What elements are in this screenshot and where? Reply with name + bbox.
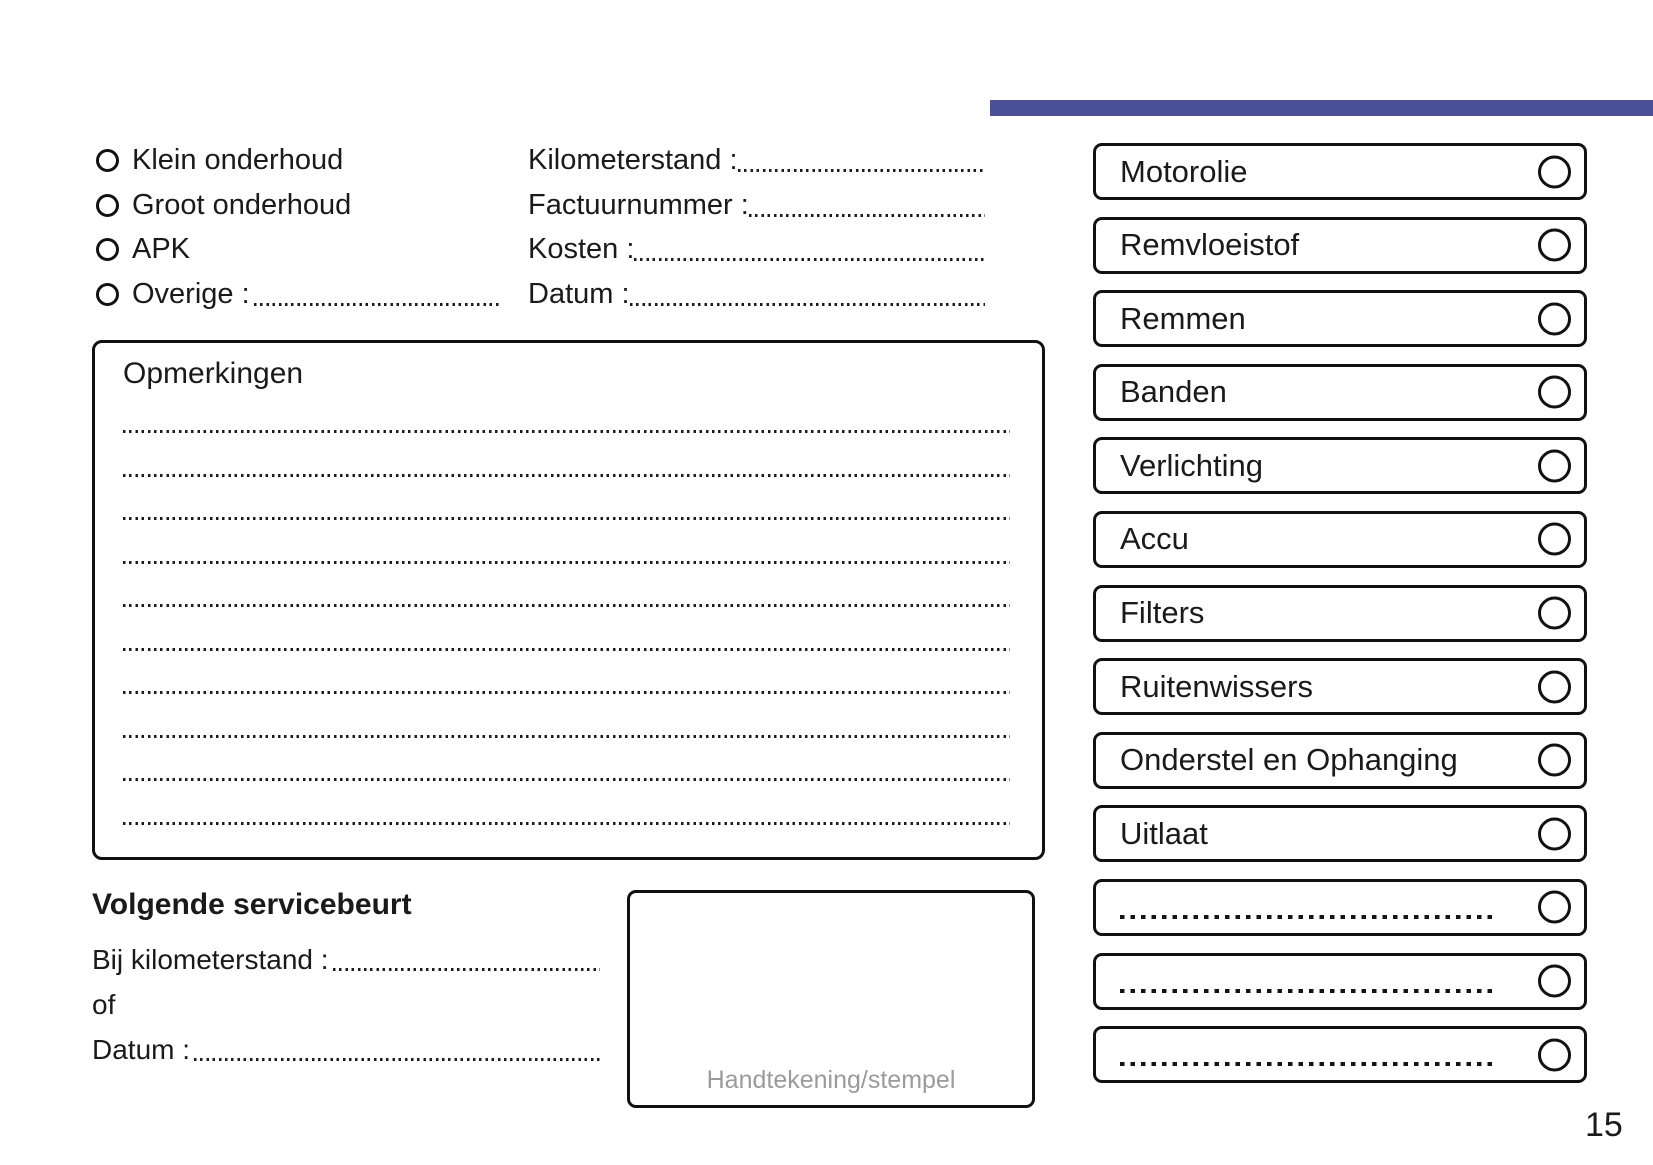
service-type-label: Groot onderhoud bbox=[132, 188, 352, 221]
checklist-circle-icon[interactable] bbox=[1538, 670, 1571, 703]
next-service-date-fill-line[interactable] bbox=[194, 1058, 600, 1061]
service-type-fill-line[interactable] bbox=[254, 303, 500, 306]
checklist-row bbox=[1093, 437, 1587, 494]
service-detail-fill-line[interactable] bbox=[630, 303, 985, 306]
next-service-title: Volgende servicebeurt bbox=[92, 888, 412, 921]
service-detail-label: Kosten : bbox=[528, 233, 635, 266]
remark-writing-line[interactable] bbox=[123, 648, 1010, 651]
remark-writing-line[interactable] bbox=[123, 430, 1010, 433]
checklist-row bbox=[1093, 953, 1587, 1010]
checklist-fill-line[interactable] bbox=[1120, 915, 1496, 919]
remark-writing-line[interactable] bbox=[123, 691, 1010, 694]
next-service-date-label: Datum : bbox=[92, 1034, 191, 1065]
inspection-checklist bbox=[1093, 143, 1587, 1100]
service-detail-label: Kilometerstand : bbox=[528, 143, 738, 176]
checklist-row bbox=[1093, 585, 1587, 642]
service-detail-row bbox=[528, 227, 985, 272]
remark-writing-line[interactable] bbox=[123, 604, 1010, 607]
service-detail-row bbox=[528, 183, 985, 228]
next-service-or-row bbox=[92, 990, 600, 1020]
checklist-label: Onderstel en Ophanging bbox=[1120, 742, 1458, 778]
next-service-km-fill-line[interactable] bbox=[333, 968, 600, 971]
checklist-row bbox=[1093, 732, 1587, 789]
checklist-row bbox=[1093, 658, 1587, 715]
service-detail-label: Factuurnummer : bbox=[528, 188, 749, 221]
signature-box[interactable] bbox=[627, 890, 1035, 1108]
checklist-circle-icon[interactable] bbox=[1538, 965, 1571, 998]
page-number: 15 bbox=[1585, 1106, 1623, 1144]
checklist-label: Accu bbox=[1120, 521, 1189, 557]
service-detail-row bbox=[528, 138, 985, 183]
accent-bar bbox=[990, 100, 1653, 116]
remark-writing-line[interactable] bbox=[123, 778, 1010, 781]
remark-writing-line[interactable] bbox=[123, 822, 1010, 825]
checklist-label: Verlichting bbox=[1120, 447, 1264, 483]
remark-writing-line[interactable] bbox=[123, 561, 1010, 564]
checklist-row bbox=[1093, 364, 1587, 421]
remark-writing-line[interactable] bbox=[123, 474, 1010, 477]
checklist-label: Filters bbox=[1120, 595, 1205, 631]
service-type-row bbox=[96, 272, 500, 317]
checklist-circle-icon[interactable] bbox=[1538, 817, 1571, 850]
next-service-km-row bbox=[92, 945, 600, 975]
checklist-label: Remmen bbox=[1120, 300, 1246, 336]
checklist-circle-icon[interactable] bbox=[1538, 229, 1571, 262]
checklist-circle-icon[interactable] bbox=[1538, 891, 1571, 924]
checklist-label: Remvloeistof bbox=[1120, 227, 1300, 263]
checklist-row bbox=[1093, 511, 1587, 568]
next-service-or-label: of bbox=[92, 989, 116, 1020]
remarks-box bbox=[92, 340, 1045, 860]
checklist-row bbox=[1093, 143, 1587, 200]
next-service-km-label: Bij kilometerstand : bbox=[92, 944, 329, 975]
checklist-label: Banden bbox=[1120, 374, 1227, 410]
checklist-row bbox=[1093, 217, 1587, 274]
service-type-row bbox=[96, 183, 500, 228]
checklist-circle-icon[interactable] bbox=[1538, 376, 1571, 409]
service-type-label: APK bbox=[132, 233, 191, 266]
service-detail-fields bbox=[528, 138, 985, 317]
checklist-circle-icon[interactable] bbox=[1538, 523, 1571, 556]
checklist-fill-line[interactable] bbox=[1120, 1062, 1496, 1066]
checklist-label: Uitlaat bbox=[1120, 815, 1208, 851]
checklist-circle-icon[interactable] bbox=[1538, 302, 1571, 335]
checklist-circle-icon[interactable] bbox=[1538, 597, 1571, 630]
next-service-date-row bbox=[92, 1035, 600, 1065]
service-type-row bbox=[96, 138, 500, 183]
service-type-label: Klein onderhoud bbox=[132, 143, 344, 176]
radio-circle-icon[interactable] bbox=[96, 194, 119, 217]
service-detail-label: Datum : bbox=[528, 277, 630, 310]
checklist-circle-icon[interactable] bbox=[1538, 744, 1571, 777]
remark-writing-line[interactable] bbox=[123, 517, 1010, 520]
service-type-options bbox=[96, 138, 500, 317]
checklist-fill-line[interactable] bbox=[1120, 989, 1496, 993]
radio-circle-icon[interactable] bbox=[96, 149, 119, 172]
radio-circle-icon[interactable] bbox=[96, 238, 119, 261]
service-detail-fill-line[interactable] bbox=[738, 169, 985, 172]
service-type-row bbox=[96, 227, 500, 272]
remark-writing-line[interactable] bbox=[123, 735, 1010, 738]
checklist-circle-icon[interactable] bbox=[1538, 1038, 1571, 1071]
checklist-label: Ruitenwissers bbox=[1120, 668, 1313, 704]
checklist-row bbox=[1093, 290, 1587, 347]
checklist-circle-icon[interactable] bbox=[1538, 155, 1571, 188]
checklist-label: Motorolie bbox=[1120, 153, 1248, 189]
radio-circle-icon[interactable] bbox=[96, 283, 119, 306]
service-detail-fill-line[interactable] bbox=[749, 214, 985, 217]
checklist-row bbox=[1093, 879, 1587, 936]
service-detail-row bbox=[528, 272, 985, 317]
service-type-label: Overige : bbox=[132, 277, 250, 310]
checklist-row bbox=[1093, 805, 1587, 862]
signature-label: Handtekening/stempel bbox=[706, 1066, 956, 1094]
checklist-row bbox=[1093, 1026, 1587, 1083]
remarks-title: Opmerkingen bbox=[123, 357, 304, 390]
service-detail-fill-line[interactable] bbox=[634, 258, 985, 261]
checklist-circle-icon[interactable] bbox=[1538, 449, 1571, 482]
